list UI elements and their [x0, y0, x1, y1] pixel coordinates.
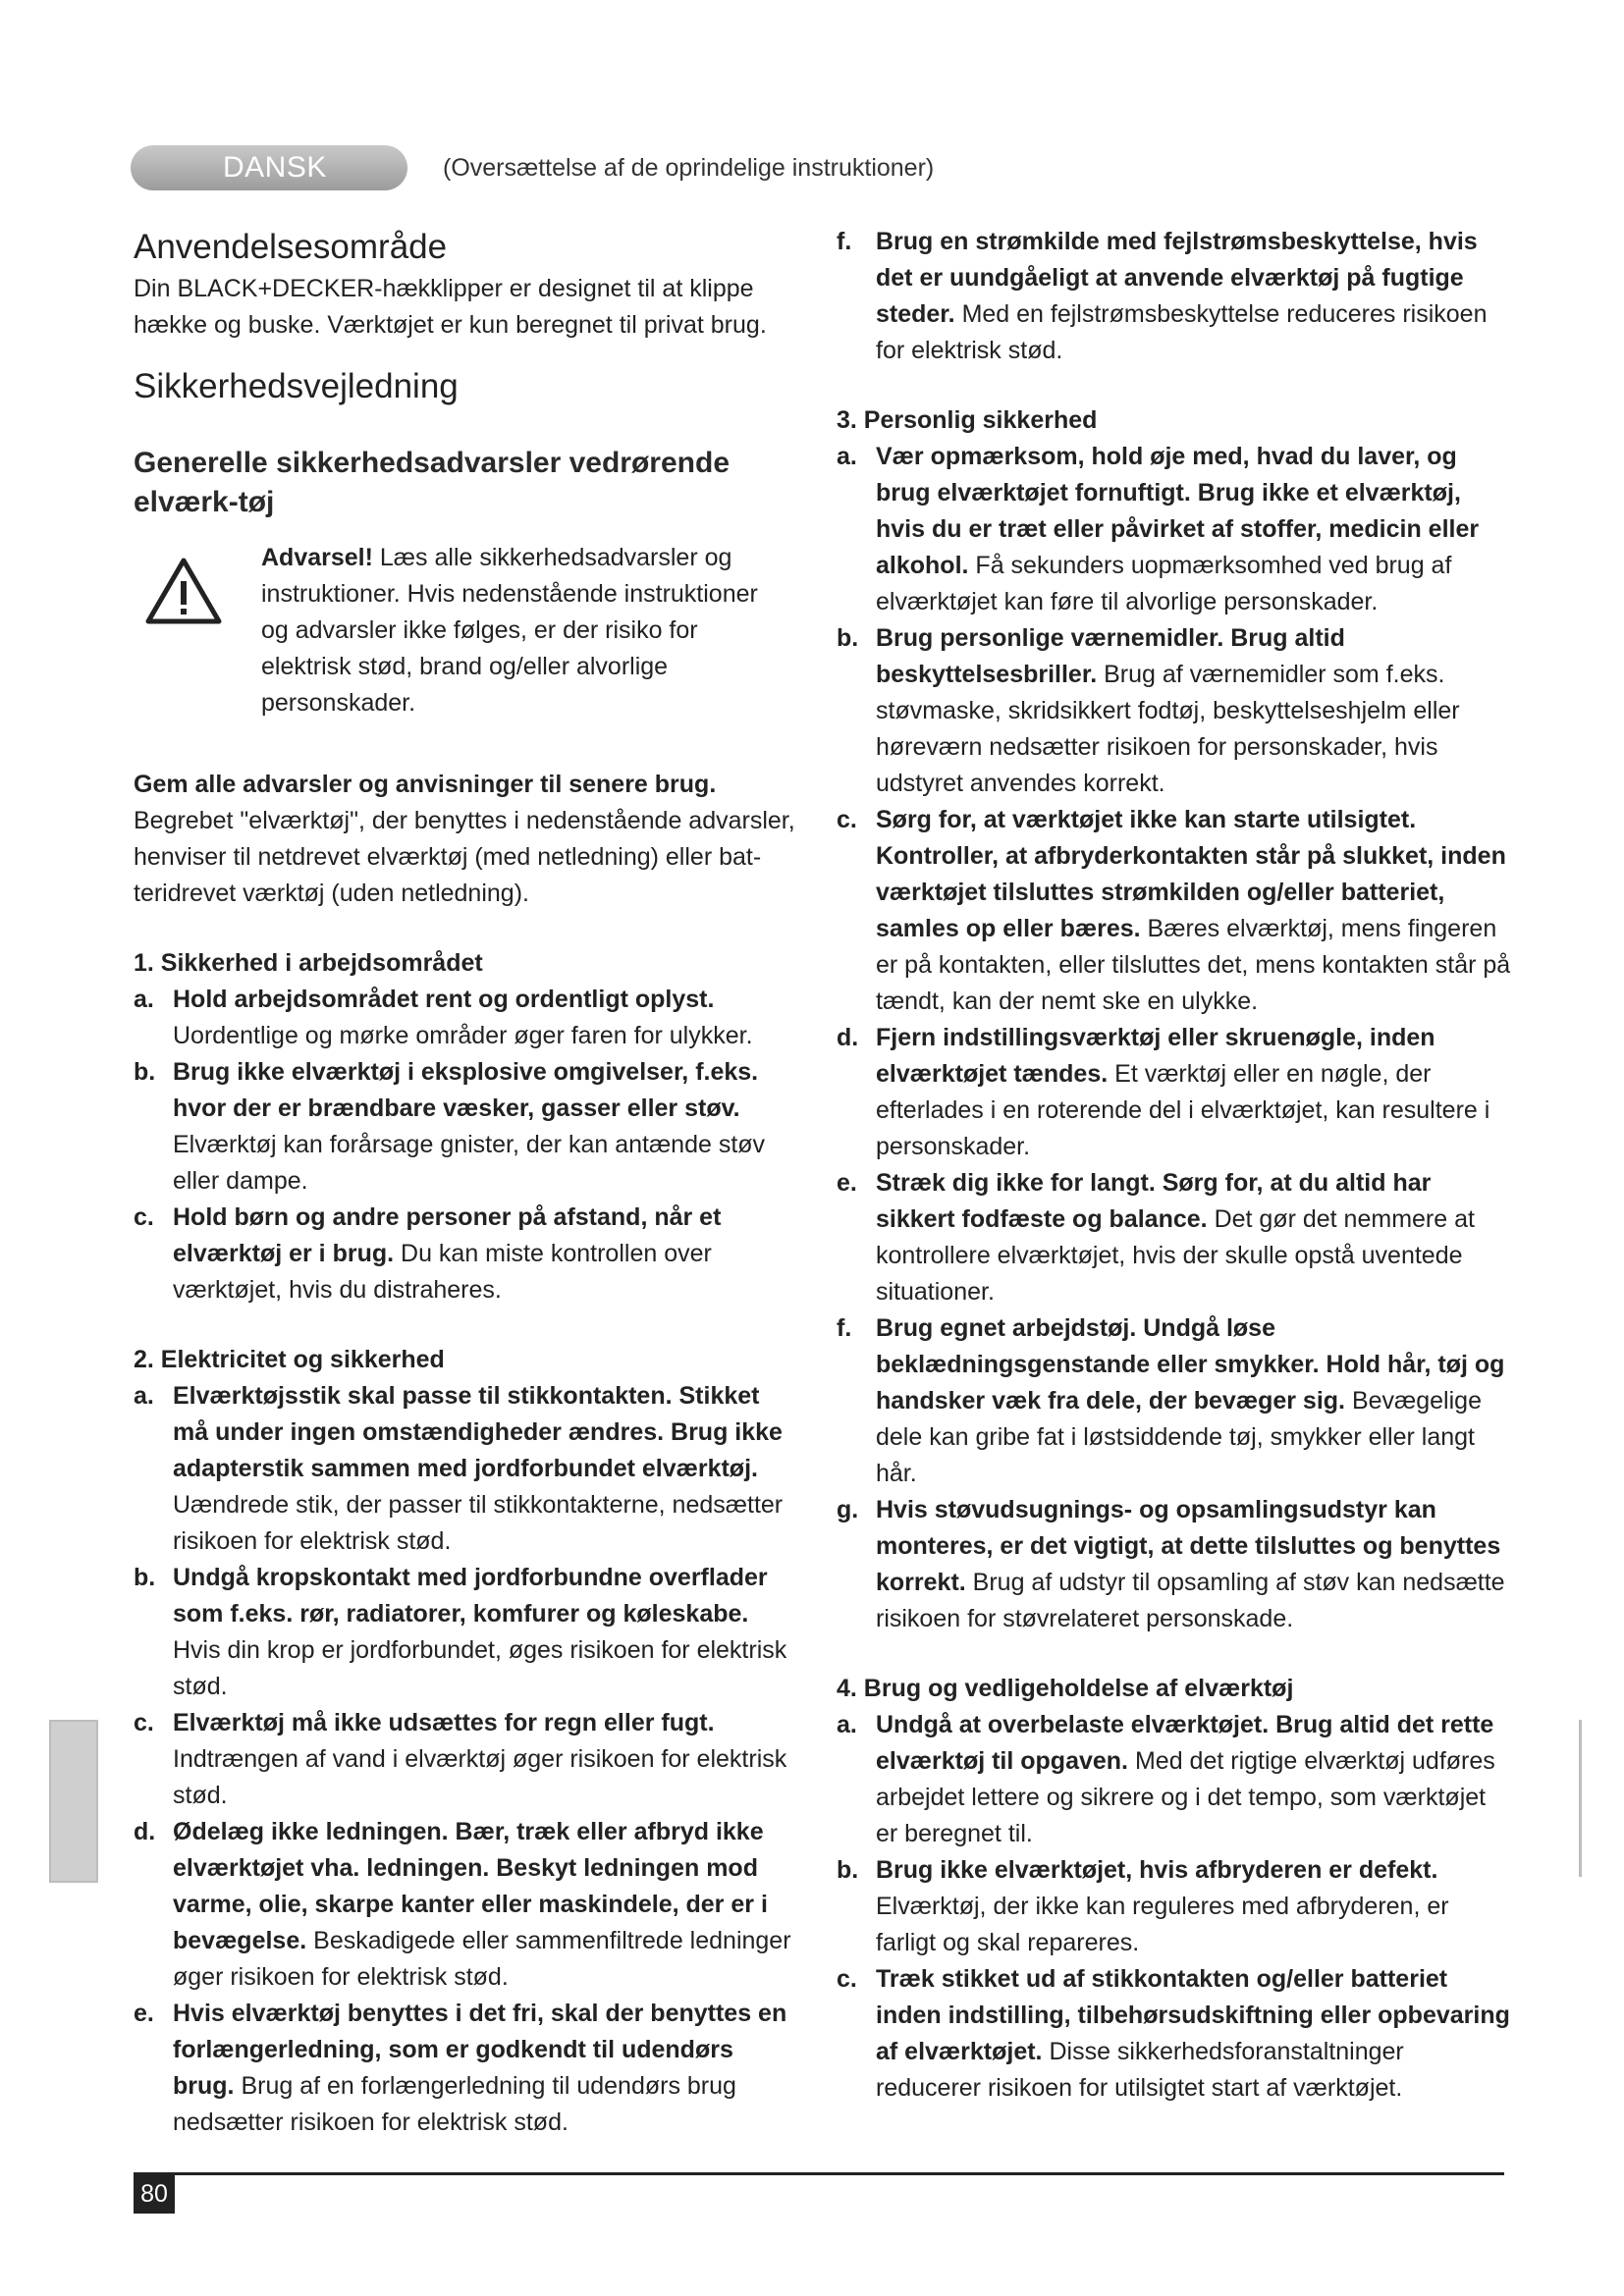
- page-header: [131, 143, 934, 192]
- list-item: d. Fjern indstillingsværktøj eller skruenøgle, inden elværktøjet tændes. Et værktøj eller en nøgle, der efterlades i en roterende del i elværktøjet, kan resultere i personskader.: [837, 1024, 1490, 1160]
- warning-triangle-icon: [145, 558, 222, 624]
- warning-block: [134, 540, 801, 721]
- usage-text: Din BLACK+DECKER-hækklipper er designet til at klippe hække og buske. Værktøjet er kun beregnet til privat brug.: [134, 275, 767, 339]
- list-item: a. Elværktøjsstik skal passe til stikkontakten. Stikket må under ingen omstændigheder ændres. Brug ikke adapterstik sammen med jordforbundet elværktøj. Uændrede stik, der passer til stikkontakterne, nedsætter risikoen for elektrisk stød.: [134, 1382, 784, 1555]
- list-item: a. Hold arbejdsområdet rent og ordentligt oplyst. Uordentlige og mørke områder øger faren for ulykker.: [134, 986, 753, 1049]
- list-item: f. Brug en strømkilde med fejlstrømsbeskyttelse, hvis det er uundgåeligt at anvende elværktøj på fugtige steder. Med en fejlstrømsbeskyttelse reduceres risikoen for elektrisk stød.: [837, 228, 1488, 364]
- section-3-title: 3. Personlig sikkerhed: [837, 406, 1098, 434]
- safety-title: Sikkerhedsvejledning: [134, 367, 459, 405]
- page-number: 80: [134, 2174, 175, 2214]
- list-item: e. Hvis elværktøj benyttes i det fri, skal der benyttes en forlængerledning, som er godkendt til udendørs brug. Brug af en forlængerledning til udendørs brug nedsætter risikoen for elektrisk stød.: [134, 2000, 787, 2136]
- list-item: c. Sørg for, at værktøjet ikke kan starte utilsigtet. Kontroller, at afbryderkontakten står på slukket, inden værktøjet tilsluttes strømkilden og/eller batteriet, samles op eller bæres. Bæres elværktøj, mens fingeren er på kontakten, eller tilsluttes det, mens kontakten står på tændt, kan der nemt ske en ulykke.: [837, 806, 1511, 1015]
- warning-text: [261, 540, 772, 721]
- usage-title: Anvendelsesområde: [134, 228, 448, 266]
- warning-body: Læs alle sikkerhedsadvarsler og instruktioner. Hvis nedenstående instruktioner og advarsler ikke følges, er der risiko for elektrisk stød, brand og/eller alvorlige personskader.: [261, 544, 758, 717]
- list-item: a. Vær opmærksom, hold øje med, hvad du laver, og brug elværktøjet fornuftigt. Brug ikke et elværktøj, hvis du er træt eller påvirket af stoffer, medicin eller alkohol. Få sekunders uopmærksomhed ved brug af elværktøjet kan føre til alvorlige personskader.: [837, 443, 1480, 615]
- list-item: c. Elværktøj må ikke udsættes for regn eller fugt. Indtrængen af vand i elværktøj øger risikoen for elektrisk stød.: [134, 1709, 787, 1809]
- section-4-title: 4. Brug og vedligeholdelse af elværktøj: [837, 1675, 1294, 1702]
- list-item: f. Brug egnet arbejdstøj. Undgå løse beklædningsgenstande eller smykker. Hold hår, tøj og handsker væk fra dele, der bevæger sig. Bevægelige dele kan gribe fat i løstsiddende tøj, smykker eller langt hår.: [837, 1314, 1505, 1487]
- list-item: b. Undgå kropskontakt med jordforbundne overflader som f.eks. rør, radiatorer, komfurer og køleskabe. Hvis din krop er jordforbundet, øges risikoen for elektrisk stød.: [134, 1564, 787, 1700]
- list-item: e. Stræk dig ikke for langt. Sørg for, at du altid har sikkert fodfæste og balance. Det gør det nemmere at kontrollere elværktøjet, hvis der skulle opstå uventede situationer.: [837, 1169, 1475, 1306]
- warning-label: Advarsel!: [261, 544, 373, 571]
- list-item: d. Ødelæg ikke ledningen. Bær, træk eller afbryd ikke elværktøjet vha. ledningen. Beskyt ledningen mod varme, olie, skarpe kanter eller maskindele, der er i bevægelse. Beskadigede eller sammenfiltrede ledninger øger risikoen for elektrisk stød.: [134, 1818, 791, 1991]
- save-instructions-bold: Gem alle advarsler og anvisninger til senere brug.: [134, 771, 717, 798]
- language-badge: DANSK: [131, 145, 407, 190]
- list-item: g. Hvis støvudsugnings- og opsamlingsudstyr kan monteres, er det vigtigt, at dette tilsluttes og benyttes korrekt. Brug af udstyr til opsamling af støv kan nedsætte risikoen for støvrelateret personskade.: [837, 1496, 1505, 1632]
- list-item: c. Hold børn og andre personer på afstand, når et elværktøj er i brug. Du kan miste kontrollen over værktøjet, hvis du distraheres.: [134, 1203, 722, 1304]
- list-item: b. Brug ikke elværktøj i eksplosive omgivelser, f.eks. hvor der er brændbare væsker, gasser eller støv. Elværktøj kan forårsage gnister, der kan antænde støv eller dampe.: [134, 1058, 766, 1195]
- margin-mark: [1579, 1720, 1582, 1877]
- footer-rule: [134, 2172, 1504, 2175]
- list-item: c. Træk stikket ud af stikkontakten og/eller batteriet inden indstilling, tilbehørsudskiftning eller opbevaring af elværktøjet. Disse sikkerhedsforanstaltninger reducerer risikoen for utilsigtet start af værktøjet.: [837, 1965, 1510, 2102]
- list-item: b. Brug ikke elværktøjet, hvis afbryderen er defekt. Elværktøj, der ikke kan reguleres med afbryderen, er farligt og skal repareres.: [837, 1856, 1449, 1956]
- header-subtitle: (Oversættelse af de oprindelige instruktioner): [443, 153, 935, 182]
- list-item: a. Undgå at overbelaste elværktøjet. Brug altid det rette elværktøj til opgaven. Med det rigtige elværktøj udføres arbejdet lettere og sikrere og i det tempo, som værktøjet er beregnet til.: [837, 1711, 1495, 1847]
- general-warnings-title: Generelle sikkerhedsadvarsler vedrørende elværk-tøj: [134, 447, 731, 518]
- left-column: [134, 224, 801, 2141]
- list-item: b. Brug personlige værnemidler. Brug altid beskyttelsesbriller. Brug af værnemidler som f.eks. støvmaske, skridsikkert fodtøj, beskyttelseshjelm eller høreværn nedsætter risikoen for personskader, hvis udstyret anvendes korrekt.: [837, 624, 1460, 797]
- right-column: [837, 224, 1514, 2107]
- side-language-tab: [49, 1720, 98, 1883]
- section-2-title: 2. Elektricitet og sikkerhed: [134, 1346, 445, 1373]
- save-instructions-text: Begrebet "elværktøj", der benyttes i nedenstående advarsler, henviser til netdrevet elværktøj (med netledning) eller bat-teridrevet værktøj (uden netledning).: [134, 807, 795, 907]
- section-1-title: 1. Sikkerhed i arbejdsområdet: [134, 949, 483, 977]
